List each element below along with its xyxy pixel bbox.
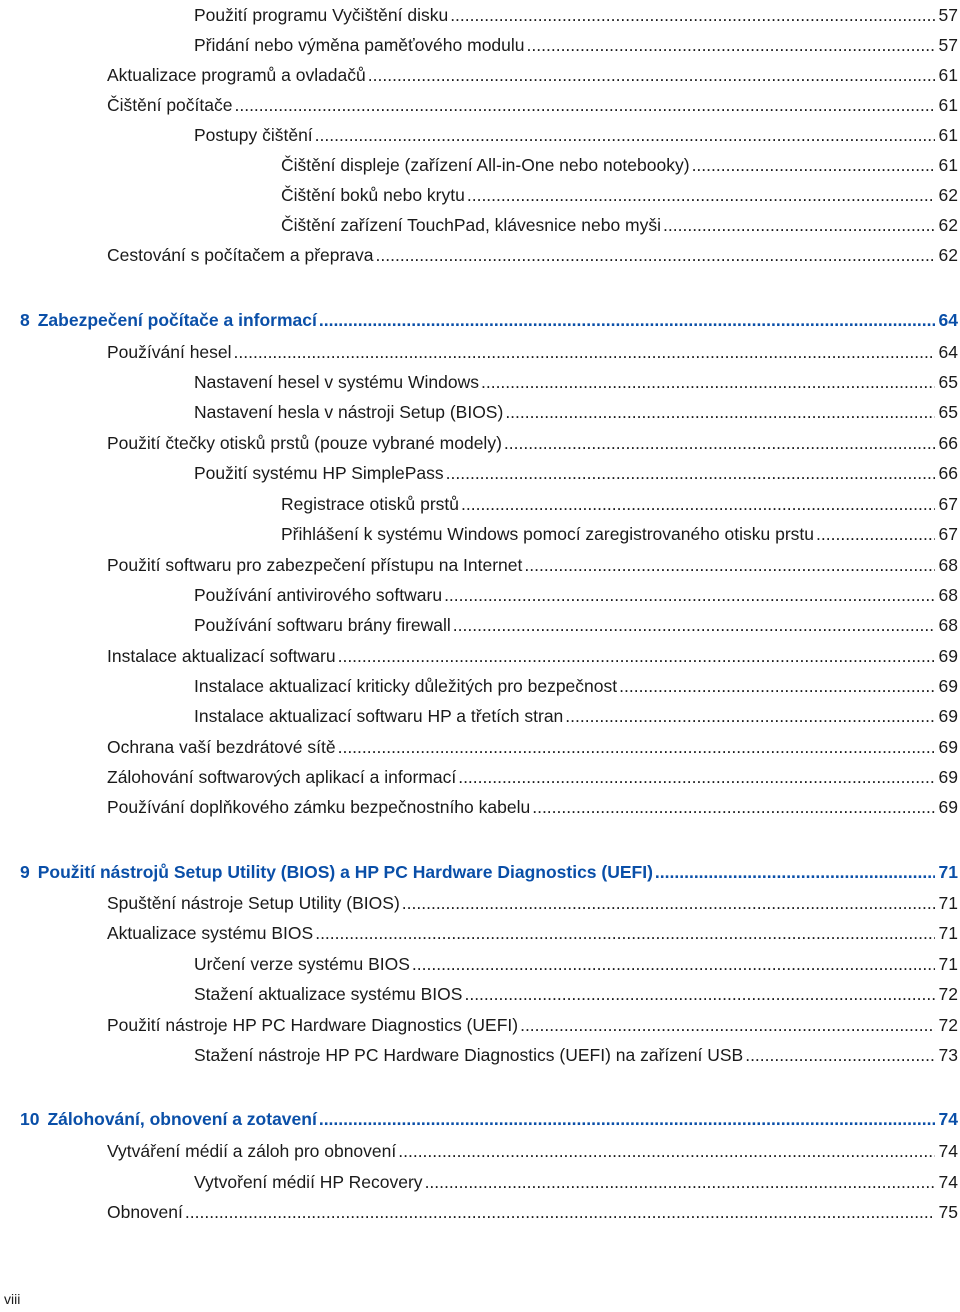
- toc-entry-label: [107, 244, 376, 266]
- toc-entry[interactable]: [194, 979, 958, 1005]
- toc-page-number: 68: [938, 555, 958, 575]
- toc-entry[interactable]: [107, 428, 958, 454]
- toc-entry-label: [281, 493, 461, 515]
- toc-entry-title: Přidání nebo výměna paměťového modulu: [194, 35, 525, 55]
- toc-entry-label: [107, 432, 504, 454]
- toc-entry[interactable]: [194, 30, 958, 56]
- toc-entry[interactable]: [107, 550, 958, 576]
- toc-entry-title: Použití softwaru pro zabezpečení přístupu na Internet: [107, 555, 523, 575]
- toc-entry[interactable]: [107, 1010, 958, 1036]
- toc-page-number: 61: [938, 65, 958, 85]
- dot-leader: [402, 892, 935, 914]
- dot-leader: [692, 154, 935, 176]
- toc-entry-title: Instalace aktualizací kriticky důležitých pro bezpečnost: [194, 676, 618, 696]
- dot-leader: [315, 922, 934, 944]
- toc-entry-label: [194, 1171, 425, 1193]
- toc-entry-label: [194, 34, 527, 56]
- chapter-number: 10: [20, 1109, 40, 1129]
- page-number: viii: [4, 1291, 21, 1307]
- dot-leader: [524, 554, 934, 576]
- toc-entry-label: [194, 953, 412, 975]
- toc-entry-title: Používání antivirového softwaru: [194, 585, 443, 605]
- toc-entry[interactable]: [194, 367, 958, 393]
- dot-leader: [412, 953, 935, 975]
- toc-page-number: 62: [938, 215, 958, 235]
- toc-page-number: 61: [938, 95, 958, 115]
- toc-entry[interactable]: [194, 0, 958, 26]
- toc-page-number: 72: [938, 1015, 958, 1035]
- toc-entry[interactable]: [281, 519, 958, 545]
- toc-entry-title: Spuštění nástroje Setup Utility (BIOS): [107, 893, 400, 913]
- toc-entry-label: [194, 124, 315, 146]
- toc-entry-label: [107, 892, 402, 914]
- dot-leader: [376, 244, 935, 266]
- toc-entry-label: [107, 922, 315, 944]
- toc-entry[interactable]: [107, 240, 958, 266]
- toc-chapter-entry[interactable]: [20, 857, 958, 883]
- toc-entry-title: Použití čtečky otisků prstů (pouze vybrané modely): [107, 433, 502, 453]
- dot-leader: [464, 983, 934, 1005]
- chapter-number: 8: [20, 310, 30, 330]
- toc-entry-title: Ochrana vaší bezdrátové sítě: [107, 737, 336, 757]
- toc-entry-title: Instalace aktualizací softwaru: [107, 646, 336, 666]
- dot-leader: [185, 1201, 935, 1223]
- toc-entry[interactable]: [281, 150, 958, 176]
- toc-entry-title: Používání hesel: [107, 342, 232, 362]
- dot-leader: [458, 766, 934, 788]
- toc-entry-title: Použití programu Vyčištění disku: [194, 5, 449, 25]
- dot-leader: [467, 184, 935, 206]
- toc-page-number: 61: [938, 125, 958, 145]
- toc-page-number: 57: [938, 5, 958, 25]
- toc-entry-title: Stažení nástroje HP PC Hardware Diagnostics (UEFI) na zařízení USB: [194, 1045, 744, 1065]
- toc-entry-label: [107, 64, 368, 86]
- toc-entry[interactable]: [107, 60, 958, 86]
- toc-entry-title: Přihlášení k systému Windows pomocí zaregistrovaného otisku prstu: [281, 524, 815, 544]
- toc-entry-label: [194, 401, 505, 423]
- toc-page-number: 62: [938, 245, 958, 265]
- toc-entry[interactable]: [281, 489, 958, 515]
- toc-entry-title: Obnovení: [107, 1202, 183, 1222]
- dot-leader: [527, 34, 935, 56]
- toc-entry-label: [107, 1201, 185, 1223]
- toc-page-number: 75: [938, 1202, 958, 1222]
- toc-page-number: 69: [938, 797, 958, 817]
- toc-entry-label: [194, 371, 481, 393]
- toc-entry[interactable]: [107, 762, 958, 788]
- dot-leader: [504, 432, 935, 454]
- toc-page-number: 68: [938, 615, 958, 635]
- toc-entry-title: Použití nástroje HP PC Hardware Diagnostics (UEFI): [107, 1015, 519, 1035]
- toc-entry-title: Používání softwaru brány firewall: [194, 615, 451, 635]
- toc-entry[interactable]: [107, 90, 958, 116]
- toc-page-number: 62: [938, 185, 958, 205]
- toc-page-number: 71: [938, 893, 958, 913]
- toc-page-number: 65: [938, 402, 958, 422]
- toc-entry-label: [107, 1014, 520, 1036]
- dot-leader: [234, 94, 934, 116]
- toc-entry-title: Aktualizace programů a ovladačů: [107, 65, 366, 85]
- toc-entry[interactable]: [107, 641, 958, 667]
- chapter-number: 9: [20, 862, 30, 882]
- toc-chapter-entry[interactable]: [20, 305, 958, 331]
- toc-entry-label: [281, 523, 816, 545]
- toc-page-number: 69: [938, 646, 958, 666]
- toc-entry[interactable]: [107, 918, 958, 944]
- toc-page-number: 73: [938, 1045, 958, 1065]
- toc-entry-label: [107, 796, 532, 818]
- toc-entry[interactable]: [281, 180, 958, 206]
- toc-page-number: 67: [938, 494, 958, 514]
- toc-page-number: 61: [938, 155, 958, 175]
- toc-entry-title: Instalace aktualizací softwaru HP a třetích stran: [194, 706, 564, 726]
- toc-entry-title: Určení verze systému BIOS: [194, 954, 410, 974]
- dot-leader: [425, 1171, 935, 1193]
- toc-entry[interactable]: [107, 337, 958, 363]
- toc-entry-title: Čištění zařízení TouchPad, klávesnice nebo myši: [281, 215, 662, 235]
- toc-entry[interactable]: [107, 888, 958, 914]
- toc-entry-title: Nastavení hesel v systému Windows: [194, 372, 479, 392]
- toc-entry-label: [107, 645, 338, 667]
- toc-entry-label: [194, 462, 446, 484]
- dot-leader: [505, 401, 934, 423]
- toc-entry-title: Postupy čištění: [194, 125, 313, 145]
- toc-entry[interactable]: [194, 458, 958, 484]
- toc-entry[interactable]: [194, 1167, 958, 1193]
- dot-leader: [520, 1014, 934, 1036]
- toc-entry-title: Čištění boků nebo krytu: [281, 185, 465, 205]
- toc-entry-label: [20, 861, 655, 883]
- dot-leader: [338, 645, 935, 667]
- dot-leader: [234, 341, 935, 363]
- toc-entry[interactable]: [194, 671, 958, 697]
- toc-page-number: 66: [938, 433, 958, 453]
- toc-entry[interactable]: [107, 1136, 958, 1162]
- toc-entry-label: [281, 184, 467, 206]
- toc-entry[interactable]: [194, 1040, 958, 1066]
- toc-entry[interactable]: [107, 792, 958, 818]
- dot-leader: [446, 462, 935, 484]
- dot-leader: [655, 861, 935, 883]
- toc-entry[interactable]: [281, 210, 958, 236]
- toc-page-number: 68: [938, 585, 958, 605]
- toc-entry-title: Zálohování softwarových aplikací a informací: [107, 767, 457, 787]
- toc-page-number: 69: [938, 676, 958, 696]
- toc-entry-label: [107, 766, 458, 788]
- toc-entry-label: [194, 4, 450, 26]
- toc-entry-label: [194, 705, 565, 727]
- dot-leader: [619, 675, 934, 697]
- toc-chapter-entry[interactable]: [20, 1104, 958, 1130]
- toc-entry-label: [194, 983, 464, 1005]
- toc-entry-label: [107, 736, 338, 758]
- toc-page-number: 69: [938, 767, 958, 787]
- dot-leader: [745, 1044, 934, 1066]
- toc-entry[interactable]: [194, 580, 958, 606]
- dot-leader: [481, 371, 935, 393]
- toc-entry-label: [194, 584, 444, 606]
- dot-leader: [319, 1108, 935, 1130]
- toc-page-number: 72: [938, 984, 958, 1004]
- dot-leader: [319, 309, 935, 331]
- toc-page-number: 69: [938, 706, 958, 726]
- toc-entry[interactable]: [107, 732, 958, 758]
- toc-page-number: 71: [938, 862, 958, 882]
- toc-entry-label: [107, 341, 234, 363]
- dot-leader: [532, 796, 934, 818]
- toc-entry-label: [281, 214, 663, 236]
- toc-entry-title: Vytváření médií a záloh pro obnovení: [107, 1141, 397, 1161]
- toc-page-number: 65: [938, 372, 958, 392]
- toc-entry[interactable]: [194, 610, 958, 636]
- toc-page-number: 66: [938, 463, 958, 483]
- toc-entry-label: [20, 1108, 319, 1130]
- toc-entry-title: Registrace otisků prstů: [281, 494, 459, 514]
- toc-entry-title: Cestování s počítačem a přeprava: [107, 245, 374, 265]
- dot-leader: [398, 1140, 934, 1162]
- toc-entry[interactable]: [194, 397, 958, 423]
- dot-leader: [816, 523, 935, 545]
- toc-entry-title: Zálohování, obnovení a zotavení: [47, 1109, 317, 1129]
- toc-page-number: 74: [938, 1109, 958, 1129]
- toc-page-number: 74: [938, 1172, 958, 1192]
- dot-leader: [338, 736, 935, 758]
- toc-page-number: 57: [938, 35, 958, 55]
- toc-entry-title: Používání doplňkového zámku bezpečnostního kabelu: [107, 797, 531, 817]
- toc-page-number: 67: [938, 524, 958, 544]
- toc-entry-label: [107, 94, 234, 116]
- toc-page-number: 71: [938, 923, 958, 943]
- toc-entry-title: Zabezpečení počítače a informací: [37, 310, 317, 330]
- toc-entry-label: [194, 1044, 745, 1066]
- toc-page-number: 74: [938, 1141, 958, 1161]
- toc-entry-title: Stažení aktualizace systému BIOS: [194, 984, 463, 1004]
- dot-leader: [450, 4, 934, 26]
- toc-entry-label: [107, 554, 524, 576]
- toc-entry-title: Čištění počítače: [107, 95, 233, 115]
- toc-entry-label: [281, 154, 692, 176]
- toc-entry-label: [20, 309, 319, 331]
- toc-page-number: 64: [938, 342, 958, 362]
- toc-entry-title: Vytvoření médií HP Recovery: [194, 1172, 423, 1192]
- toc-page-number: 64: [938, 310, 958, 330]
- toc-entry-title: Čištění displeje (zařízení All-in-One nebo notebooky): [281, 155, 690, 175]
- toc-entry[interactable]: [194, 701, 958, 727]
- dot-leader: [368, 64, 935, 86]
- toc-entry[interactable]: [194, 120, 958, 146]
- toc-entry-title: Nastavení hesla v nástroji Setup (BIOS): [194, 402, 504, 422]
- toc-entry-label: [194, 675, 619, 697]
- dot-leader: [461, 493, 935, 515]
- toc-entry-label: [107, 1140, 398, 1162]
- dot-leader: [444, 584, 934, 606]
- dot-leader: [565, 705, 934, 727]
- toc-entry-title: Aktualizace systému BIOS: [107, 923, 314, 943]
- toc-entry[interactable]: [194, 949, 958, 975]
- dot-leader: [453, 614, 935, 636]
- toc-page-number: 69: [938, 737, 958, 757]
- dot-leader: [663, 214, 935, 236]
- toc-entry-title: Použití systému HP SimplePass: [194, 463, 444, 483]
- toc-entry-label: [194, 614, 453, 636]
- dot-leader: [315, 124, 935, 146]
- toc-entry[interactable]: [107, 1197, 958, 1223]
- toc-entry-title: Použití nástrojů Setup Utility (BIOS) a HP PC Hardware Diagnostics (UEFI): [37, 862, 653, 882]
- toc-page-number: 71: [938, 954, 958, 974]
